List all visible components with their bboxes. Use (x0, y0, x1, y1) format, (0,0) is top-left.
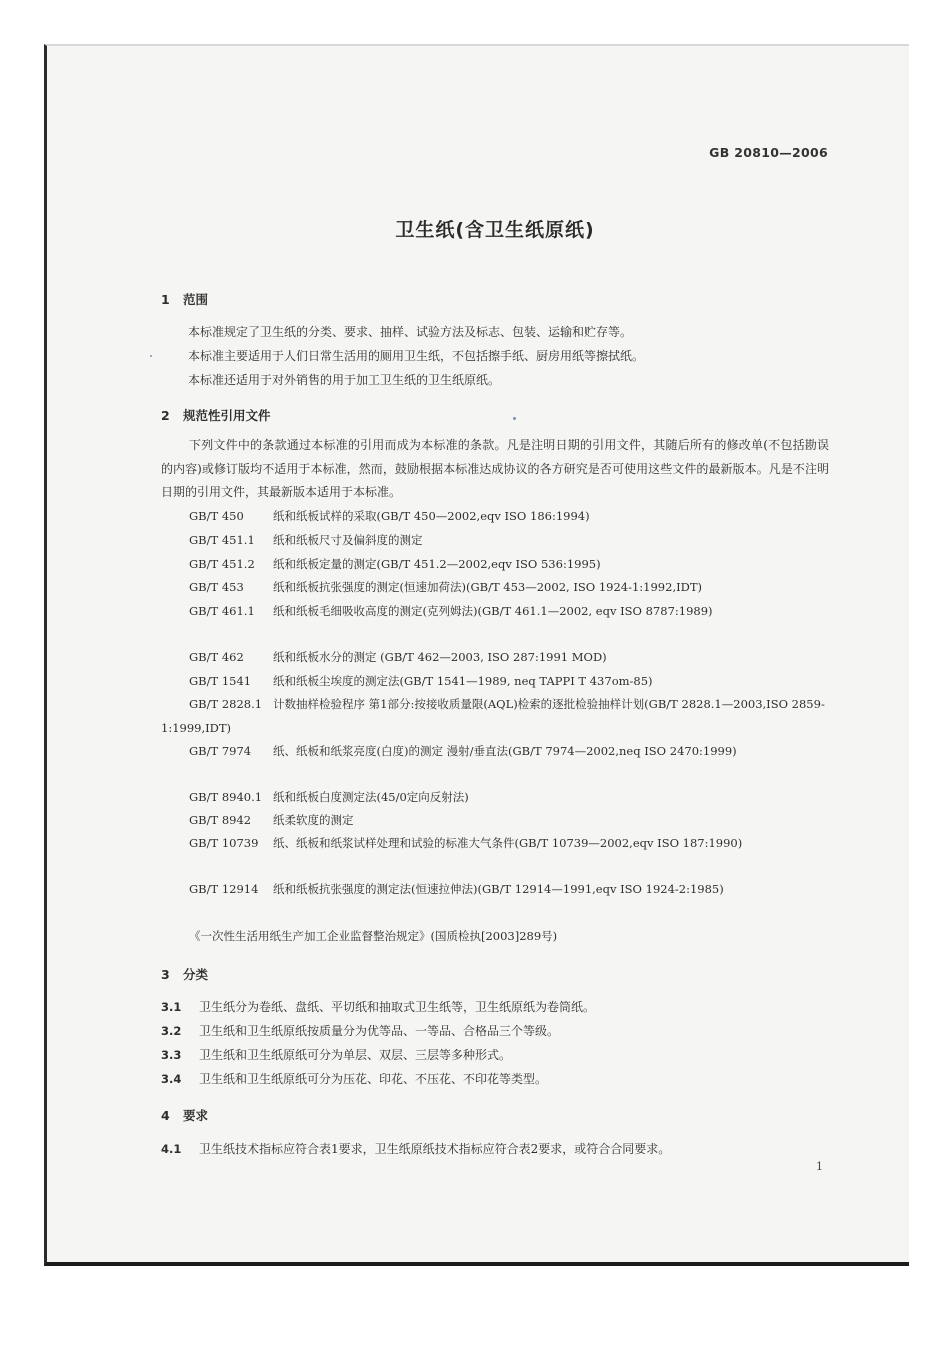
reference-text: 纸、纸板和纸浆试样处理和试验的标准大气条件(GB/T 10739—2002,eqv ISO 187:1990) (273, 836, 743, 850)
reference-code: GB/T 8940.1 (189, 790, 263, 804)
scope-line: 本标准主要适用于人们日常生活用的厕用卫生纸，不包括擦手纸、厨房用纸等擦拭纸。 (188, 349, 645, 363)
clause-number: 3.3 (161, 1048, 182, 1062)
reference-item (161, 529, 829, 553)
clause-item (161, 1140, 670, 1157)
reference-code: GB/T 451.2 (189, 557, 255, 571)
clause-text: 卫生纸分为卷纸、盘纸、平切纸和抽取式卫生纸等，卫生纸原纸为卷筒纸。 (199, 1000, 596, 1014)
reference-item (161, 925, 829, 949)
reference-text: 计数抽样检验程序 第1部分:按接收质量限(AQL)检索的逐批检验抽样计划(GB/T 2828.1—2003,ISO 2859-1:1999,IDT) (161, 697, 825, 735)
reference-item (161, 505, 829, 529)
reference-code: GB/T 461.1 (189, 604, 255, 618)
reference-text: 纸柔软度的测定 (273, 813, 354, 827)
reference-text: 纸和纸板试样的采取(GB/T 450—2002,eqv ISO 186:1994) (273, 509, 590, 523)
clause-item (161, 1046, 511, 1063)
clause-number: 3.2 (161, 1024, 182, 1038)
clause-number: 4.1 (161, 1142, 182, 1156)
clause-text: 卫生纸和卫生纸原纸可分为单层、双层、三层等多种形式。 (199, 1048, 512, 1062)
reference-code: GB/T 453 (189, 580, 244, 594)
clause-number: 3.1 (161, 1000, 182, 1014)
reference-text: 纸和纸板定量的测定(GB/T 451.2—2002,eqv ISO 536:1995) (273, 557, 601, 571)
reference-text: 纸和纸板水分的测定 (GB/T 462—2003, ISO 287:1991 MOD) (273, 650, 607, 664)
section-number: 3 (161, 967, 170, 982)
section-title: 规范性引用文件 (183, 408, 271, 423)
reference-code: GB/T 450 (189, 509, 244, 523)
clause-number: 3.4 (161, 1072, 182, 1086)
reference-code: GB/T 451.1 (189, 533, 255, 547)
section-3-heading (161, 965, 208, 983)
document-title: 卫生纸(含卫生纸原纸) (395, 219, 595, 241)
section-1-heading (161, 290, 208, 308)
clause-text: 卫生纸技术指标应符合表1要求，卫生纸原纸技术指标应符合表2要求，或符合合同要求。 (199, 1142, 671, 1156)
section-number: 2 (161, 408, 170, 423)
section-number: 1 (161, 292, 170, 307)
reference-item (161, 693, 829, 740)
clause-item (161, 1022, 559, 1039)
reference-text: 纸和纸板尘埃度的测定法(GB/T 1541—1989, neq TAPPI T 437om-85) (273, 674, 653, 688)
clause-text: 卫生纸和卫生纸原纸可分为压花、印花、不压花、不印花等类型。 (199, 1072, 548, 1086)
reference-item (161, 809, 829, 833)
reference-item (161, 576, 829, 600)
reference-text: 纸和纸板抗张强度的测定法(恒速拉伸法)(GB/T 12914—1991,eqv ISO 1924-2:1985) (273, 882, 724, 896)
reference-text: 纸和纸板白度测定法(45/0定向反射法) (273, 790, 469, 804)
reference-item (161, 740, 829, 764)
reference-text: 纸、纸板和纸浆亮度(白度)的测定 漫射/垂直法(GB/T 7974—2002,neq ISO 2470:1999) (273, 744, 737, 758)
reference-code: GB/T 2828.1 (189, 697, 263, 711)
reference-text: 《一次性生活用纸生产加工企业监督整治规定》(国质检执[2003]289号) (189, 929, 558, 943)
scan-speck (513, 417, 516, 420)
reference-code: GB/T 10739 (189, 836, 259, 850)
reference-code: GB/T 1541 (189, 674, 252, 688)
reference-text: 纸和纸板毛细吸收高度的测定(克列姆法)(GB/T 461.1—2002, eqv ISO 8787:1989) (273, 604, 713, 618)
reference-item (161, 670, 829, 694)
reference-code: GB/T 12914 (189, 882, 259, 896)
standard-number: GB 20810—2006 (709, 145, 828, 160)
section-title: 范围 (183, 292, 209, 307)
section-2-heading (161, 406, 271, 424)
reference-code: GB/T 8942 (189, 813, 252, 827)
reference-item (161, 646, 829, 670)
reference-item (161, 878, 829, 902)
section-number: 4 (161, 1108, 170, 1123)
reference-code: GB/T 462 (189, 650, 244, 664)
section-title: 要求 (183, 1108, 209, 1123)
references-intro: 下列文件中的条款通过本标准的引用而成为本标准的条款。凡是注明日期的引用文件，其随后所有的修改单(不包括勘误的内容)或修订版均不适用于本标准，然而，鼓励根据本标准达成协议的各方研究是否可使用这些文件的最新版本。凡是不注明日期的引用文件，其最新版本适用于本标准。 (161, 438, 829, 499)
page-number: 1 (816, 1160, 823, 1173)
reference-item (161, 832, 829, 856)
reference-text: 纸和纸板抗张强度的测定(恒速加荷法)(GB/T 453—2002, ISO 1924-1:1992,IDT) (273, 580, 703, 594)
clause-item (161, 998, 595, 1015)
scan-speck (150, 355, 152, 357)
clause-text: 卫生纸和卫生纸原纸按质量分为优等品、一等品、合格品三个等级。 (199, 1024, 560, 1038)
reference-text: 纸和纸板尺寸及偏斜度的测定 (273, 533, 423, 547)
section-title: 分类 (183, 967, 209, 982)
reference-item (161, 600, 829, 624)
reference-code: GB/T 7974 (189, 744, 252, 758)
reference-item (161, 786, 829, 810)
reference-item (161, 553, 829, 577)
section-4-heading (161, 1106, 208, 1124)
scope-line: 本标准还适用于对外销售的用于加工卫生纸的卫生纸原纸。 (188, 373, 501, 387)
scope-line: 本标准规定了卫生纸的分类、要求、抽样、试验方法及标志、包装、运输和贮存等。 (188, 325, 633, 339)
clause-item (161, 1070, 547, 1087)
